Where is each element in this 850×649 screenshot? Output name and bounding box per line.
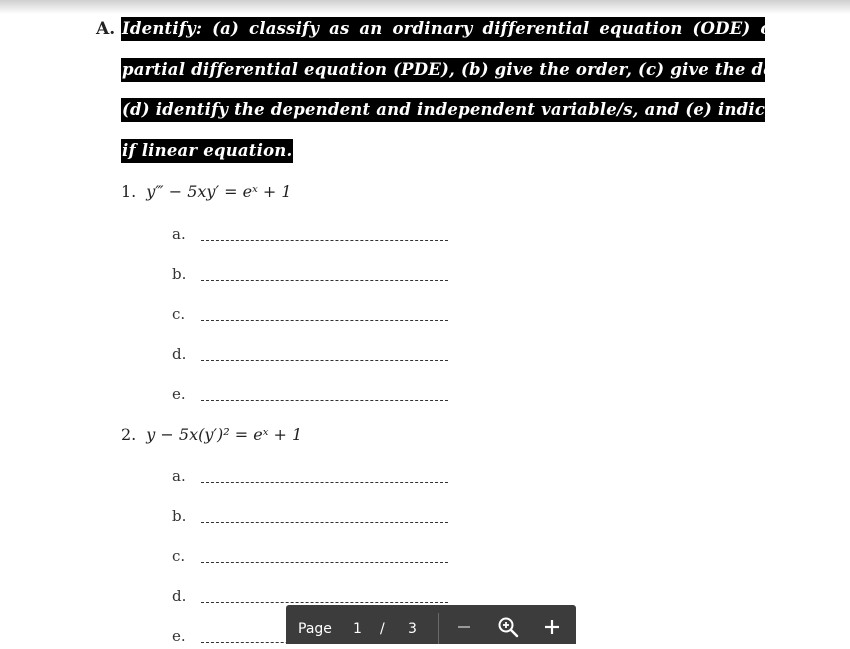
question-2: [121, 425, 302, 444]
question-equation: y‴ − 5xy′ = eˣ + 1: [146, 182, 292, 201]
answer-blank: [201, 602, 448, 603]
answer-blank: [201, 522, 448, 523]
answer-row: [172, 225, 452, 247]
answer-blank: [201, 562, 448, 563]
answer-label: d.: [172, 587, 187, 605]
answer-blank: [201, 482, 448, 483]
pdf-viewer-toolbar: [286, 605, 576, 644]
question-number: 2.: [121, 425, 137, 444]
page-separator: /: [380, 621, 385, 637]
current-page-number[interactable]: 1: [353, 621, 362, 637]
answer-blank: [201, 280, 448, 281]
plus-icon: [543, 618, 561, 636]
toolbar-divider: [438, 613, 439, 644]
instruction-line-3: (d) identify the dependent and independent variable/s, and (e) indicate: [121, 98, 765, 122]
answer-label: b.: [172, 265, 187, 283]
answer-label: b.: [172, 507, 187, 525]
answer-row: [172, 305, 452, 327]
answer-row: [172, 547, 452, 569]
answer-row: [172, 385, 452, 407]
answer-row: [172, 467, 452, 489]
answer-label: c.: [172, 305, 186, 323]
question-equation: y − 5x(y′)² = eˣ + 1: [146, 425, 303, 444]
answer-label: a.: [172, 467, 186, 485]
section-label: A.: [96, 19, 116, 39]
answer-row: [172, 345, 452, 367]
viewer-top-shadow: [0, 0, 850, 14]
fit-zoom-button[interactable]: [495, 614, 521, 640]
answer-blank: [201, 360, 448, 361]
answer-label: c.: [172, 547, 186, 565]
answer-blank: [201, 240, 448, 241]
zoom-in-button[interactable]: [539, 614, 565, 640]
answer-label: d.: [172, 345, 187, 363]
instruction-line-1: Identify: (a) classify as an ordinary differential equation (ODE) or a: [121, 17, 765, 41]
page-label: Page: [298, 621, 332, 637]
answer-blank: [201, 320, 448, 321]
zoom-in-icon: [497, 616, 519, 638]
answer-label: a.: [172, 225, 186, 243]
instruction-line-2: partial differential equation (PDE), (b) give the order, (c) give the degree,: [121, 58, 765, 82]
question-number: 1.: [121, 182, 137, 201]
answer-row: [172, 507, 452, 529]
answer-blank: [201, 400, 448, 401]
minus-icon: [456, 619, 472, 635]
question-1: [121, 182, 292, 201]
answer-row: [172, 265, 452, 287]
instruction-line-4: if linear equation.: [121, 139, 293, 163]
zoom-out-button[interactable]: [451, 614, 477, 640]
total-pages: 3: [408, 621, 417, 637]
answer-label: e.: [172, 627, 186, 645]
answer-label: e.: [172, 385, 186, 403]
